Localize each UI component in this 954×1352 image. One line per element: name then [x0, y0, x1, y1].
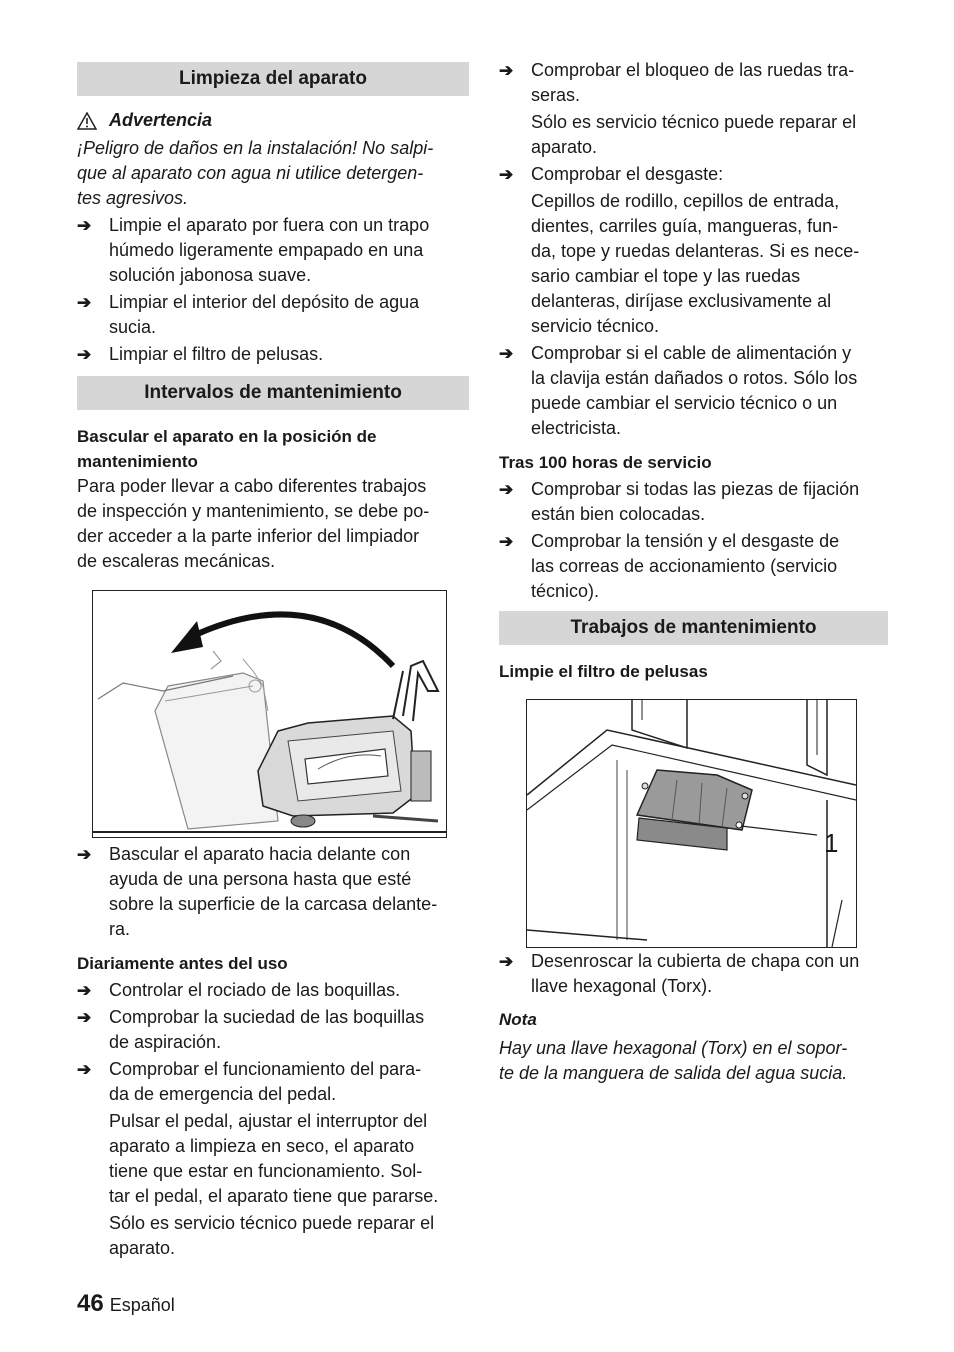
left-column	[77, 62, 469, 1261]
list-item: ➔ Comprobar el bloqueo de las ruedas tra- seras.	[499, 60, 855, 105]
arrow-right-icon: ➔	[499, 61, 514, 80]
list-item-continuation: Sólo es servicio técnico puede reparar el aparato.	[531, 112, 857, 157]
list-item: ➔ Bascular el aparato hacia delante con ayuda de una persona hasta que esté sobre la superficie de la carcasa delante- ra.	[77, 844, 438, 939]
tilt-illustration	[92, 590, 447, 838]
list-item: ➔ Comprobar si el cable de alimentación y la clavija están dañados o rotos. Sólo los puede cambiar el servicio técnico o un electricista.	[499, 343, 858, 438]
subheading-daily: Diariamente antes del uso	[77, 954, 288, 973]
arrow-right-icon: ➔	[499, 344, 514, 363]
warning-text: ¡Peligro de daños en la instalación! No salpi- que al aparato con agua ni utilice detergen- tes agresivos.	[77, 138, 434, 208]
figure-callout-label: 1	[824, 828, 839, 858]
list-item-continuation: Sólo es servicio técnico puede reparar el aparato.	[109, 1213, 435, 1258]
list-item: ➔ Comprobar la suciedad de las boquillas de aspiración.	[77, 1007, 425, 1052]
arrow-right-icon: ➔	[77, 1060, 92, 1079]
list-item: ➔ Limpie el aparato por fuera con un trapo húmedo ligeramente empapado en una solución jabonosa suave.	[77, 215, 430, 285]
note-text: Hay una llave hexagonal (Torx) en el sopor- te de la manguera de salida del agua sucia.	[499, 1038, 848, 1083]
arrow-right-icon: ➔	[77, 981, 92, 1000]
section-heading-intervals: Intervalos de mantenimiento	[77, 376, 469, 410]
note-title: Nota	[499, 1010, 537, 1029]
warning-triangle-icon	[77, 112, 97, 130]
list-item: ➔ Controlar el rociado de las boquillas.	[77, 978, 469, 1003]
warning-title: Advertencia	[109, 110, 213, 130]
arrow-right-icon: ➔	[499, 532, 514, 551]
list-item: ➔ Limpiar el filtro de pelusas.	[77, 342, 469, 367]
subheading-lint-filter: Limpie el filtro de pelusas	[499, 662, 708, 681]
page-language: Español	[109, 1295, 175, 1315]
list-item-continuation: Pulsar el pedal, ajustar el interruptor del aparato a limpieza en seco, el aparato tiene que estar en funcionamiento. Sol- tar el pedal, el aparato tiene que pararse.	[109, 1111, 439, 1206]
list-item: ➔ Limpiar el interior del depósito de agua sucia.	[77, 292, 420, 337]
section-heading-maintenance-work: Trabajos de mantenimiento	[499, 611, 888, 645]
subheading-tilt: Bascular el aparato en la posición de mantenimiento	[77, 427, 377, 471]
right-column	[499, 62, 891, 1086]
arrow-right-icon: ➔	[77, 1008, 92, 1027]
list-item: ➔ Desenroscar la cubierta de chapa con un llave hexagonal (Torx).	[499, 951, 860, 996]
list-item: ➔ Comprobar si todas las piezas de fijación están bien colocadas.	[499, 479, 860, 524]
arrow-right-icon: ➔	[77, 216, 92, 235]
lint-filter-illustration	[526, 699, 857, 948]
page-footer	[77, 1290, 175, 1318]
list-item: ➔ Comprobar el funcionamiento del para- da de emergencia del pedal.	[77, 1059, 422, 1104]
arrow-right-icon: ➔	[499, 165, 514, 184]
arrow-right-icon: ➔	[499, 480, 514, 499]
page-number: 46	[77, 1290, 104, 1317]
subheading-100-hours: Tras 100 horas de servicio	[499, 453, 712, 472]
list-item: ➔ Comprobar la tensión y el desgaste de las correas de accionamiento (servicio técnico).	[499, 531, 840, 601]
warning-heading	[77, 108, 469, 133]
arrow-right-icon: ➔	[77, 293, 92, 312]
arrow-right-icon: ➔	[77, 345, 92, 364]
tilt-paragraph: Para poder llevar a cabo diferentes trabajos de inspección y mantenimiento, se debe po- der acceder a la parte inferior del limpiador de escaleras mecánicas.	[77, 476, 430, 571]
list-item: ➔ Comprobar el desgaste:	[499, 162, 891, 187]
section-heading-cleaning: Limpieza del aparato	[77, 62, 469, 96]
arrow-right-icon: ➔	[77, 845, 92, 864]
list-item-continuation: Cepillos de rodillo, cepillos de entrada, dientes, carriles guía, mangueras, fun- da, tope y ruedas delanteras. Si es nece- sario cambiar el tope y las ruedas delanteras, diríjase exclusivamente al servicio técnico.	[531, 191, 860, 336]
arrow-right-icon: ➔	[499, 952, 514, 971]
